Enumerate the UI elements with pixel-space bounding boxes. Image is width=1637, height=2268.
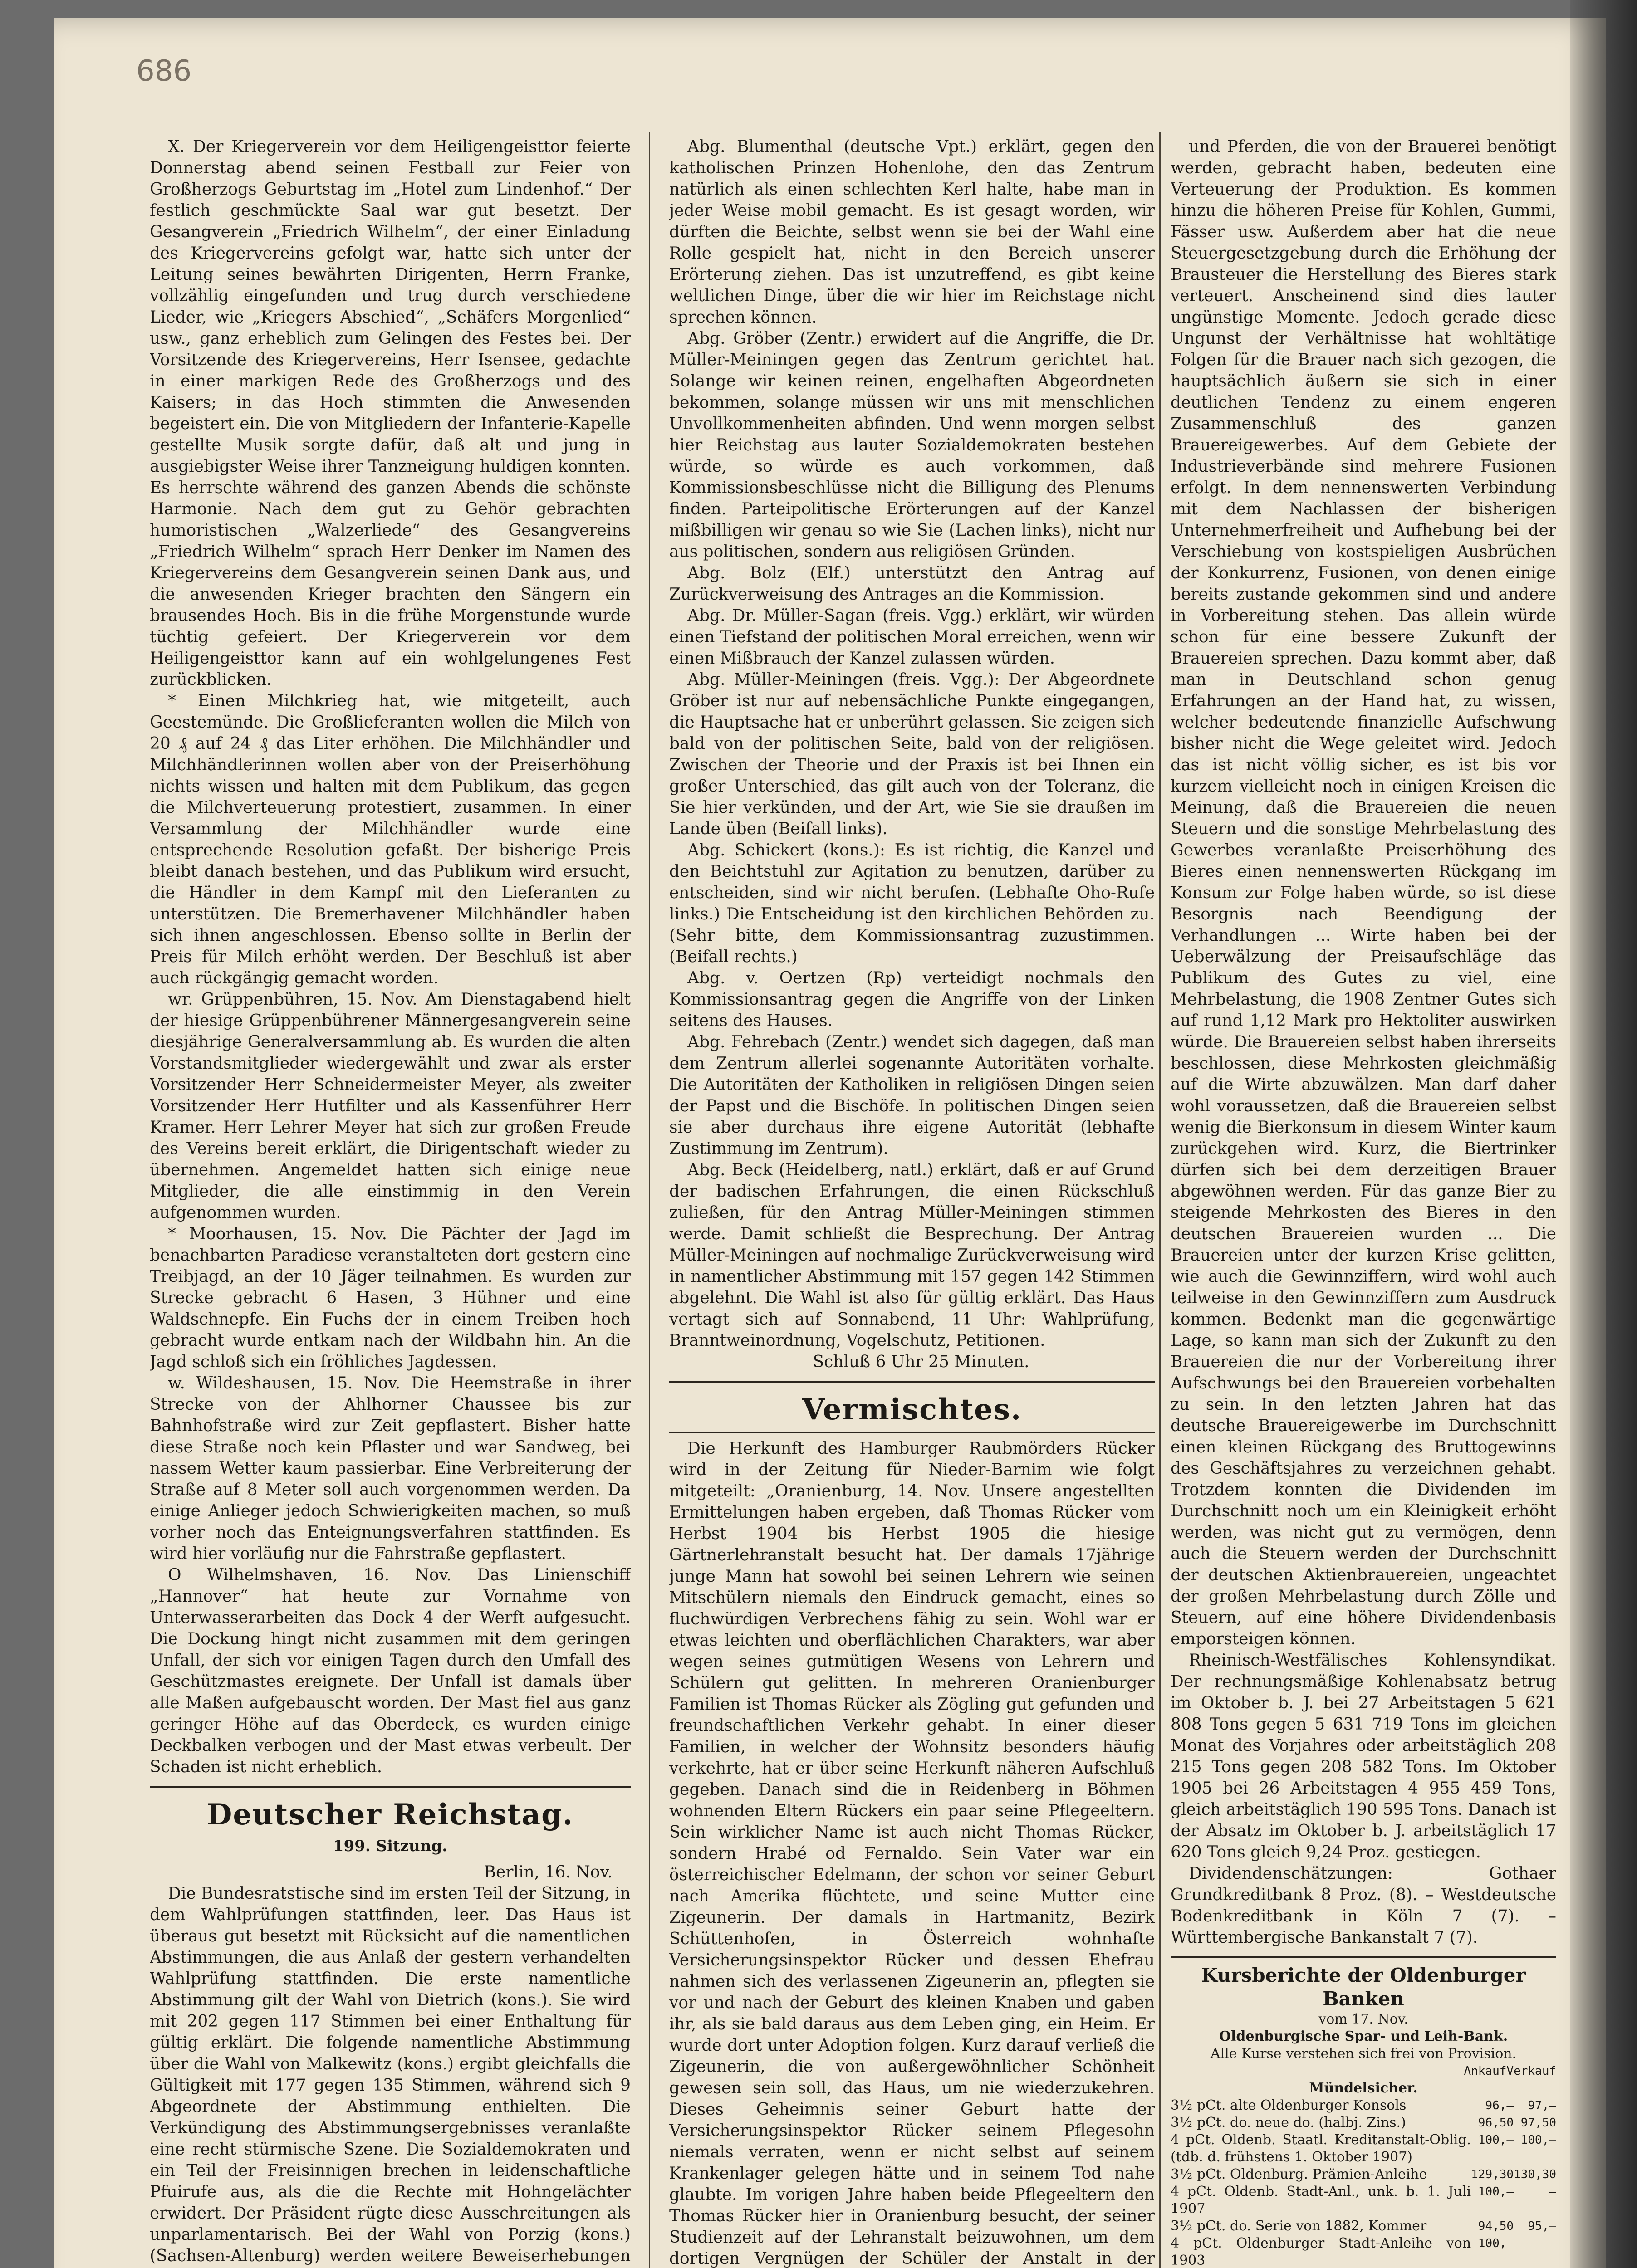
section-divider xyxy=(669,1381,1155,1383)
reichstag-paragraph: Die Bundesratstische sind im ersten Teil der Sitzung, in dem Wahlprüfungen stattfinden, leer. Das Haus ist überaus gut besetzt mit Rücksicht auf die namentlichen Abstimmungen, die aus Anlaß der gestern verhandelten Wahlprüfung stattfinden. Die erste namentliche Abstimmung gilt der Wahl von Dietrich (kons.). Sie wird mit 202 gegen 117 Stimmen bei einer Enthaltung für gültig erklärt. Die folgende namentliche Abstimmung über die Wahl von Malkewitz (kons.) ergibt gleichfalls die Gültigkeit mit 177 gegen 135 Stimmen, während sich 9 Abgeordnete der Abstimmung enthielten. Die Verkündigung des Abstimmungsergebnisses veranlaßte eine recht stürmische Szene. Die Sozialdemokraten und ein Teil der Freisinnigen brechen in leidenschaftliche Pfuirufe aus, als die die Rechte mit Hohngelächter erwidert. Der Präsident rügte diese Ausschreitungen als unparlamentarisch. Bei der Wahl von Porzig (kons.) (Sachsen-Altenburg) werden weitere Beweiserhebungen xyxy=(150,1884,631,2265)
kurs-security-name: 3½ pCt. alte Oldenburger Konsols xyxy=(1171,2097,1407,2113)
kurs-verkauf-value: 97,— xyxy=(1528,2099,1556,2112)
section-divider xyxy=(150,1786,631,1788)
kohlensyndikat-paragraph: Rheinisch-Westfälisches Kohlensyndikat. Der rechnungsmäßige Kohlenabsatz betrug im Oktober b. J. bei 27 Arbeitstagen 5 621 808 Tons gegen 5 631 719 Tons im gleichen Monat des Vorjahres oder arbeitstäglich 208 215 Tons gegen 208 582 Tons. Im Oktober 1905 bei 26 Arbeitstagen 4 955 459 Tons, gleich arbeitstäglich 190 595 Tons. Danach ist der Absatz im Oktober b. J. arbeitstäglich 17 620 Tons gleich 9,24 Proz. gestiegen. xyxy=(1171,1651,1556,1862)
kurs-row xyxy=(1171,2097,1556,2114)
kursberichte-note: Alle Kurse verstehen sich frei von Provision. xyxy=(1210,2046,1517,2062)
vermischtes-heading: Vermischtes. xyxy=(802,1393,1022,1427)
kursberichte-heading: Kursberichte der Oldenburger Banken xyxy=(1201,1964,1526,2010)
article-moorhausen: * Moorhausen, 15. Nov. Die Pächter der Jagd im benachbarten Paradiese veranstalteten dort gestern eine Treibjagd, an der 10 Jäger teilnahmen. Es wurden zur Strecke gebracht 6 Hasen, 3 Hühner und eine Waldschnepfe. Ein Fuchs der in einem Treiben hoch gebracht wurde entkam nach der Wildbahn hin. An die Jagd schloß sich ein fröhliches Jagdessen. xyxy=(150,1225,631,1371)
kurs-security-name: 4 pCt. Oldenb. Staatl. Kreditanstalt-Oblig. (tdb. d. frühstens 1. Oktober 1907) xyxy=(1171,2132,1471,2165)
reichstag-paragraph: Abg. Gröber (Zentr.) erwidert auf die Angriffe, die Dr. Müller-Meiningen gegen das Zentrum gerichtet hat. Solange wir keinen reinen, engelhaften Abgeordneten bekommen, solange müssen wir uns mit menschlichen Unvollkommenheiten abfinden. Und wenn morgen selbst hier Reichstag aus lauter Sozialdemokraten bestehen würde, so würde es auch vorkommen, daß Kommissionsbeschlüsse nicht die Billigung des Plenums finden. Parteipolitische Erörterungen auf der Kanzel mißbilligen wir genau so wie Sie (Lachen links), nicht nur aus politischen, sondern aus religiösen Gründen. xyxy=(669,329,1155,561)
kurs-section-label: Mündelsicher. xyxy=(1309,2080,1418,2096)
reichstag-paragraph: Abg. Dr. Müller-Sagan (freis. Vgg.) erklärt, wir würden einen Tiefstand der politischen Moral erreichen, wenn wir einen Mißbrauch der Kanzel zulassen würden. xyxy=(669,606,1155,668)
kurs-table-mundelsicher xyxy=(1171,2097,1556,2268)
kurs-verkauf-value: 130,30 xyxy=(1514,2168,1556,2181)
reichstag-dateline: Berlin, 16. Nov. xyxy=(484,1863,613,1882)
kurs-header-row xyxy=(1171,2063,1556,2080)
reichstag-paragraph: Abg. Fehrebach (Zentr.) wendet sich dagegen, daß man dem Zentrum allerlei sogenannte Autoritäten vorhalte. Die Autoritäten der Katholiken in religiösen Dingen seien der Papst und die Bischöfe. In politischen Dingen seien sie aber durchaus ihre eigene Autorität (lebhafte Zustimmung im Zentrum). xyxy=(669,1033,1155,1158)
kurs-security-name: 3½ pCt. do. neue do. (halbj. Zins.) xyxy=(1171,2115,1406,2131)
page-number: 686 xyxy=(136,54,192,88)
reichstag-paragraph: Abg. Bolz (Elf.) unterstützt den Antrag auf Zurückverweisung des Antrages an die Kommission. xyxy=(669,564,1155,604)
section-divider xyxy=(1171,1956,1556,1958)
kurs-ankauf-value: 100,— xyxy=(1478,2237,1514,2250)
kurs-verkauf-value: — xyxy=(1549,2237,1556,2250)
kurs-row xyxy=(1171,2218,1556,2235)
article-milchkrieg: * Einen Milchkrieg hat, wie mitgeteilt, auch Geestemünde. Die Großlieferanten wollen die Milch von 20 ₰ auf 24 ₰ das Liter erhöhen. Die Milchhändler und Milchhändlerinnen wollen aber von der Preiserhöhung nichts wissen und halten mit dem Publikum, das gegen die Milchverteuerung protestiert, zusammen. In einer Versammlung der Milchhändler wurde eine entsprechende Resolution gefaßt. Der bisherige Preis bleibt danach bestehen, und das Publikum wird ersucht, die Händler in dem Kampf mit den Lieferanten zu unterstützen. Die Bremerhavener Milchhändler haben sich ihnen angeschlossen. Ebenso sollte in Berlin der Preis für Milch erhöht werden. Der Beschluß ist aber auch rückgängig gemacht worden. xyxy=(150,692,631,987)
column-rule-2 xyxy=(1159,132,1161,2268)
kurs-verkauf-value: 97,50 xyxy=(1520,2116,1556,2130)
kurs-ankauf-value: 96,50 xyxy=(1478,2116,1514,2130)
kurs-ankauf-value: 100,— xyxy=(1478,2133,1514,2147)
kurs-security-name: 4 pCt. Oldenburger Stadt-Anleihe von 1903 xyxy=(1171,2235,1471,2268)
reichstag-paragraph: Abg. Blumenthal (deutsche Vpt.) erklärt, gegen den katholischen Prinzen Hohenlohe, den das Zentrum natürlich als einen schlechten Kerl halte, habe man in jeder Weise mobil gemacht. Es ist gesagt worden, wir dürften die Beichte, selbst wenn sie bei der Wahl eine Rolle gespielt hat, nicht in den Bereich unserer Erörterung ziehen. Das ist unzutreffend, es gibt keine weltlichen Dinge, über die wir hier im Reichstage nicht sprechen können. xyxy=(669,137,1155,327)
kurs-ankauf-value: 129,30 xyxy=(1471,2168,1514,2181)
kurs-row xyxy=(1171,2183,1556,2218)
column-3 xyxy=(1171,136,1556,2268)
column-1 xyxy=(150,136,631,2268)
kurs-row xyxy=(1171,2114,1556,2131)
article-wildeshausen: w. Wildeshausen, 15. Nov. Die Heemstraße in ihrer Strecke von der Ahlhorner Chaussee bis zur Bahnhofstraße wird zur Zeit gepflastert. Bisher hatte diese Straße noch kein Pflaster und war Sandweg, bei nassem Wetter kaum passierbar. Eine Verbreiterung der Straße auf 8 Meter soll auch vorgenommen werden. Da einige Anlieger jedoch Schwierigkeiten machen, so muß vorher noch das Enteignungsverfahren stattfinden. Es wird hier vorläufig nur die Fahrstraße gepflastert. xyxy=(150,1374,631,1563)
column-2 xyxy=(669,136,1155,2268)
reichstag-closing: Schluß 6 Uhr 25 Minuten. xyxy=(813,1353,1029,1371)
reichstag-heading: Deutscher Reichstag. xyxy=(206,1798,574,1832)
reichstag-paragraph: Abg. Müller-Meiningen (freis. Vgg.): Der Abgeordnete Gröber ist nur auf nebensächliche Punkte eingegangen, die Hauptsache hat er unberührt gelassen. Sie zeigen sich bald von der politischen Seite, bald von der religiösen. Zwischen der Theorie und der Praxis ist bei Ihnen ein großer Unterschied, das gilt auch von der Toleranz, die Sie hier verkünden, und der Art, wie Sie sie draußen im Lande üben (Beifall links). xyxy=(669,670,1155,838)
brauerei-paragraph: und Pferden, die von der Brauerei benötigt werden, gebracht haben, bedeuten eine Verteuerung der Produktion. Es kommen hinzu die höheren Preise für Kohlen, Gummi, Fässer usw. Außerdem aber hat die neue Steuergesetzgebung durch die Erhöhung der Brausteuer die Herstellung des Bieres stark verteuert. Anscheinend sind dies lauter ungünstige Momente. Jedoch gerade diese Ungunst der Verhältnisse hat wohltätige Folgen für die Brauer nach sich gezogen, die hauptsächlich äußern sie sich in einer deutlichen Tendenz zu einem engeren Zusammenschluß des ganzen Brauereigewerbes. Auf dem Gebiete der Industrieverbände sind mehrere Fusionen erfolgt. In dem nennenswerten Verbindung mit dem Nachlassen der bisherigen Unternehmerfreiheit und Aufhebung bei der Verschiebung von kostspieligen Ausbrüchen der Konkurrenz, Fusionen, von denen einige bereits zustande gekommen sind und andere in Vorbereitung stehen. Das allein würde schon für eine bessere Zukunft der Brauereien sprechen. Dazu kommt aber, daß man in Deutschland schon genug Erfahrungen an der Hand hat, zu wissen, welcher bedeutende finanzielle Aufschwung bisher nicht die Wege geleitet wird. Jedoch das ist nicht völlig sicher, es ist bis vor kurzem vielleicht noch in einigen Kreisen die Meinung, daß die Brauereien die neuen Steuern und die sonstige Mehrbelastung des Gewerbes veranlaßte Preiserhöhung des Bieres einen nennenswerten Rückgang im Konsum zur Folge haben würde, so ist diese Besorgnis nach Beendigung der Verhandlungen ... Wirte haben bei der Ueberwälzung der Preisaufschläge das Publikum des Gutes zu viel, eine Mehrbelastung, die 1908 Zentner Gutes sich auf rund 1,12 Mark pro Hektoliter auswirken würde. Die Brauereien selbst haben ihrerseits beschlossen, diese Mehrkosten gleichmäßig auf die Wirte abzuwälzen. Man darf daher wohl voraussetzen, daß die Brauereien selbst wenig die Bierkonsum in diesem Winter kaum zurückgehen wird. Kurz, die Biertrinker dürfen sich bei dem derzeitigen Brauer abgewöhnen werden. Für das ganze Bier zu steigende Mehrkosten des Bieres in den deutschen Brauereien wurden ... Die Brauereien unter der kurzen Krise gelitten, wie auch die Gewinnziffern, wird wohl auch teilweise in den Gewinnziffern zum Ausdruck kommen. Bedenkt man die gegenwärtige Lage, so kann man sich der Zukunft zu den Brauereien die nur der Vorbereitung ihrer Aufschwungs bei den Brauereien vorbehalten zu sein. In den letzten Jahren hat das deutsche Brauereigewerbe im Durchschnitt einen kleinen Rückgang des Bruttogewinns des Geschäftsjahres zu verzeichnen gehabt. Trotzdem konnten die Dividenden im Durchschnitt noch um ein Kleinigkeit erhöht werden, was nicht gut zu vermögen, denn auch die Steuern werden der Durchschnitt der deutschen Aktienbrauereien, ungeachtet der großen Mehrbelastung durch Zölle und Steuern, auf eine höhere Dividendenbasis emporsteigen können. xyxy=(1171,137,1556,1648)
reichstag-paragraph: Abg. Schickert (kons.): Es ist richtig, die Kanzel und den Beichtstuhl zur Agitation zu benutzen, darüber zu entscheiden, sind wir nicht berufen. (Lebhafte Oho-Rufe links.) Die Entscheidung ist den kirchlichen Behörden zu. (Sehr bitte, dem Kommissionsantrag zuzustimmen. (Beifall rechts.) xyxy=(669,841,1155,966)
article-wilhelmshaven: O Wilhelmshaven, 16. Nov. Das Linienschiff „Hannover“ hat heute zur Vornahme von Unterwasserarbeiten das Dock 4 der Werft aufgesucht. Die Dockung hingt nicht zusammen mit dem geringen Unfall, der sich vor einigen Tagen durch den Umfall des Geschützmastes ereignete. Der Unfall ist damals über alle Maßen aufgebauscht worden. Der Mast fiel aus ganz geringer Höhe auf das Oberdeck, es wurden einige Deckbalken verbogen und der Mast etwas verbeult. Der Schaden ist nicht erheblich. xyxy=(150,1566,631,1776)
article-grueppenbuehren: wr. Grüppenbühren, 15. Nov. Am Dienstagabend hielt der hiesige Grüppenbührener Männergesangverein seine diesjährige Generalversammlung ab. Es wurden die alten Vorstandsmitglieder wiedergewählt und zwar als erster Vorsitzender Herr Schneidermeister Meyer, als zweiter Vorsitzender Herr Hutfilter und als Kassenführer Herr Kramer. Herr Lehrer Meyer hat sich zur großen Freude des Vereins bereit erklärt, die Dirigentschaft wieder zu übernehmen. Angemeldet hatten sich einige neue Mitglieder, die alle einstimmig in den Verein aufgenommen wurden. xyxy=(150,990,631,1222)
kurs-verkauf-value: 100,— xyxy=(1520,2133,1556,2147)
reichstag-paragraph: Abg. Beck (Heidelberg, natl.) erklärt, daß er auf Grund der badischen Erfahrungen, die einen Rückschluß zuließen, für den Antrag Müller-Meiningen stimmen werde. Damit schließt die Besprechung. Der Antrag Müller-Meiningen auf nochmalige Zurückverweisung wird in namentlicher Abstimmung mit 157 gegen 142 Stimmen abgelehnt. Die Wahl ist also für gültig erklärt. Das Haus vertagt sich auf Sonnabend, 11 Uhr: Wahlprüfung, Branntweinordnung, Vogelschutz, Petitionen. xyxy=(669,1161,1155,1350)
column-rule-1 xyxy=(649,132,650,2268)
reichstag-paragraph: Abg. v. Oertzen (Rp) verteidigt nochmals den Kommissionsantrag gegen die Angriffe von der Linken seitens des Hauses. xyxy=(669,969,1155,1030)
kurs-ankauf-value: 100,— xyxy=(1478,2185,1514,2199)
reichstag-session: 199. Sitzung. xyxy=(333,1837,448,1855)
binding-shadow xyxy=(1570,0,1637,2268)
heading-rule xyxy=(669,1432,1155,1433)
vermischtes-paragraph: Die Herkunft des Hamburger Raubmörders Rücker wird in der Zeitung für Nieder-Barnim wie folgt mitgeteilt: „Oranienburg, 14. Nov. Unsere angestellten Ermittelungen haben ergeben, daß Thomas Rücker vom Herbst 1904 bis Herbst 1905 die hiesige Gärtnerlehranstalt besucht hat. Der damals 17jährige junge Mann hat sowohl bei seinen Lehrern wie seinen Mitschülern niemals den Eindruck gemacht, eines so fluchwürdigen Verbrechens fähig zu sein. Wohl war er etwas leichten und oberflächlichen Charakters, war aber wegen seines gutmütigen Wesens von Lehrern und Schülern gut gelitten. In mehreren Oranienburger Familien ist Thomas Rücker als Zögling gut gefunden und freundschaftlichen Verkehr gehabt. In einer dieser Familien, in welcher der Wohnsitz besonders häufig verkehrte, hat er über seine Herkunft näheren Aufschluß gegeben. Danach sind die in Reidenberg in Böhmen wohnenden Eltern Rückers ein paar seine Pflegeeltern. Sein wirklicher Name ist auch nicht Thomas Rücker, sondern Hrabé od Fernaldo. Sein Vater war ein österreichischer Edelmann, der schon vor seiner Geburt nach Amerika flüchtete, und seine Mutter eine Zigeunerin. Der damals in Hartmanitz, Bezirk Schüttenhofen, in Österreich wohnhafte Versicherungsinspektor Rücker und dessen Ehefrau nahmen sich des verlassenen Zigeunerin an, pflegten sie vor und nach der Geburt des kleinen Knaben und gaben ihr, als sie bald daraus aus dem Leben ging, ein Heim. Er wurde dort unter Adoption folgen. Kurz darauf verließ die Zigeunerin, die von außergewöhnlicher Schönheit gewesen sein soll, das Haus, um nie wiederzukehren. Dieses Geheimnis seiner Geburt hatte der Versicherungsinspektor Rücker seinem Pflegesohn niemals verraten, wenn er nicht selbst auf seinem Krankenlager gelegen hätte und in seinem Tod nahe glaubte. Im vorigen Jahre haben beide Pflegeeltern den Thomas Rücker hier in Oranienburg besucht, der seiner Studienzeit auf der Lehranstalt beizuwohnen, um dem dortigen Vergnügen der Schüler der Anstalt in der xyxy=(669,1439,1155,2268)
article-kriegerverein: X. Der Kriegerverein vor dem Heiligengeisttor feierte Donnerstag abend seinen Festball zur Feier von Großherzogs Geburtstag im „Hotel zum Lindenhof.“ Der festlich geschmückte Saal war gut besetzt. Der Gesangverein „Friedrich Wilhelm“, der einer Einladung des Kriegervereins gefolgt war, hatte sich unter der Leitung seines bewährten Dirigenten, Herrn Franke, vollzählig eingefunden und trug durch verschiedene Lieder, wie „Kriegers Abschied“, „Schäfers Morgenlied“ usw., ganz erheblich zum Gelingen des Festes bei. Der Vorsitzende des Kriegervereins, Herr Isensee, gedachte in einer markigen Rede des Großherzogs und des Kaisers; in das Hoch stimmten die Anwesenden begeistert ein. Die von Mitgliedern der Infanterie-Kapelle gestellte Musik sorgte dafür, daß alt und jung in ausgiebigster Weise ihrer Tanzneigung huldigen konnten. Es herrschte während des ganzen Abends die schönste Harmonie. Nach dem gut zu Gehör gebrachten humoristischen „Walzerliede“ des Gesangvereins „Friedrich Wilhelm“ sprach Herr Denker im Namen des Kriegervereins dem Gesangverein seinen Dank aus, und die anwesenden Krieger brachten den Sängern ein brausendes Hoch. Bis in die frühe Morgenstunde wurde tüchtig gefeiert. Der Kriegerverein vor dem Heiligengeisttor kann auf ein wohlgelungenes Fest zurückblicken. xyxy=(150,137,631,689)
kurs-security-name: 4 pCt. Oldenb. Stadt-Anl., unk. b. 1. Juli 1907 xyxy=(1171,2184,1471,2217)
kursberichte-bank: Oldenburgische Spar- und Leih-Bank. xyxy=(1219,2028,1508,2044)
kurs-security-name: 3½ pCt. Oldenburg. Prämien-Anleihe xyxy=(1171,2166,1427,2182)
kurs-verkauf-value: 95,— xyxy=(1528,2219,1556,2233)
kurs-row xyxy=(1171,2166,1556,2183)
kursberichte-date: vom 17. Nov. xyxy=(1318,2011,1408,2027)
kurs-ankauf-value: 94,50 xyxy=(1478,2219,1514,2233)
kurs-row xyxy=(1171,2235,1556,2268)
kurs-table xyxy=(1171,2063,1556,2097)
dividenden-paragraph: Dividendenschätzungen: Gothaer Grundkreditbank 8 Proz. (8). – Westdeutsche Bodenkreditbank in Köln 7 (7). – Württembergische Bankanstalt 7 (7). xyxy=(1171,1864,1556,1947)
kurs-row xyxy=(1171,2131,1556,2166)
kurs-col-verkauf: Verkauf xyxy=(1506,2064,1556,2078)
kurs-col-ankauf: Ankauf xyxy=(1464,2064,1507,2078)
kurs-ankauf-value: 96,— xyxy=(1485,2099,1514,2112)
kurs-verkauf-value: — xyxy=(1549,2185,1556,2199)
kurs-security-name: 3½ pCt. do. Serie von 1882, Kommer xyxy=(1171,2218,1427,2234)
